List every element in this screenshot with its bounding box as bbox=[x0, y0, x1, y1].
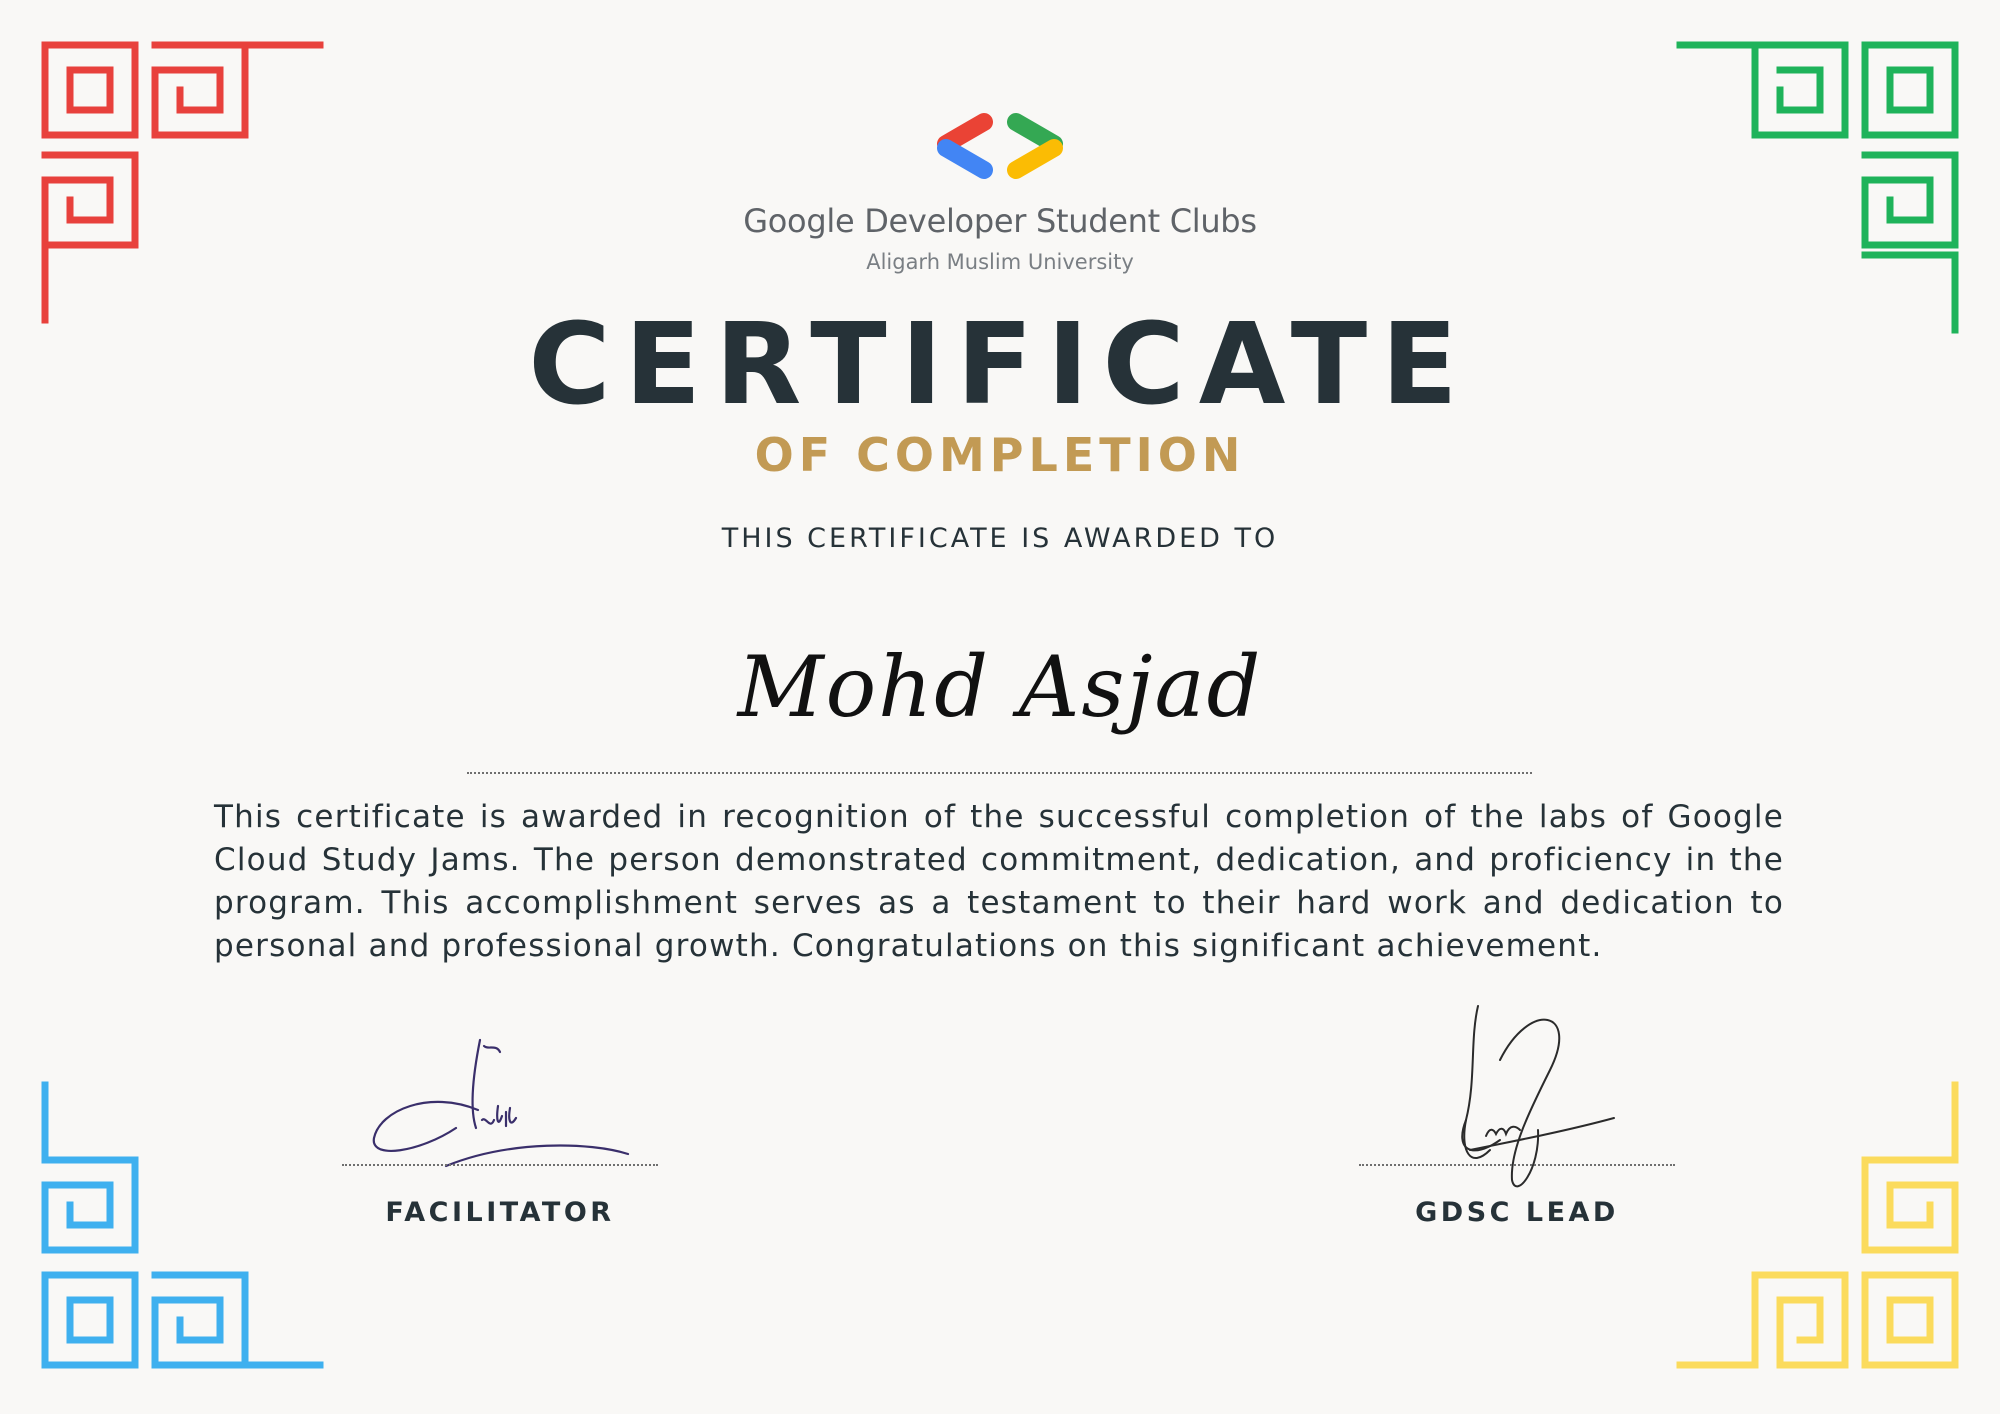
awarded-to-label: THIS CERTIFICATE IS AWARDED TO bbox=[721, 523, 1279, 554]
corner-ornament-bottom-right bbox=[1660, 1080, 1960, 1380]
certificate-title: CERTIFICATE bbox=[528, 300, 1472, 430]
corner-ornament-top-left bbox=[40, 40, 340, 340]
corner-ornament-top-right bbox=[1660, 40, 1960, 340]
gdsc-logo bbox=[930, 110, 1070, 182]
lead-label: GDSC LEAD bbox=[1415, 1197, 1619, 1228]
organization-chapter: Aligarh Muslim University bbox=[866, 250, 1134, 274]
lead-signature bbox=[1430, 1000, 1630, 1200]
facilitator-signature-line bbox=[342, 1164, 658, 1166]
lead-signature-line bbox=[1359, 1164, 1675, 1166]
certificate-subtitle: OF COMPLETION bbox=[754, 428, 1246, 482]
facilitator-label: FACILITATOR bbox=[385, 1197, 615, 1228]
corner-ornament-bottom-left bbox=[40, 1080, 340, 1380]
facilitator-signature bbox=[360, 1020, 640, 1170]
recipient-name: Mohd Asjad bbox=[737, 638, 1263, 736]
organization-name: Google Developer Student Clubs bbox=[743, 202, 1257, 240]
certificate-body: This certificate is awarded in recognition of the successful completion of the labs of Google Cloud Study Jams. The person demonstrated commitment, dedication, and proficiency in the program. This accomplishment serves as a testament to their hard work and dedication to personal and professional growth. Congratulations on this significant achievement. bbox=[214, 799, 1784, 964]
name-divider bbox=[467, 772, 1532, 774]
